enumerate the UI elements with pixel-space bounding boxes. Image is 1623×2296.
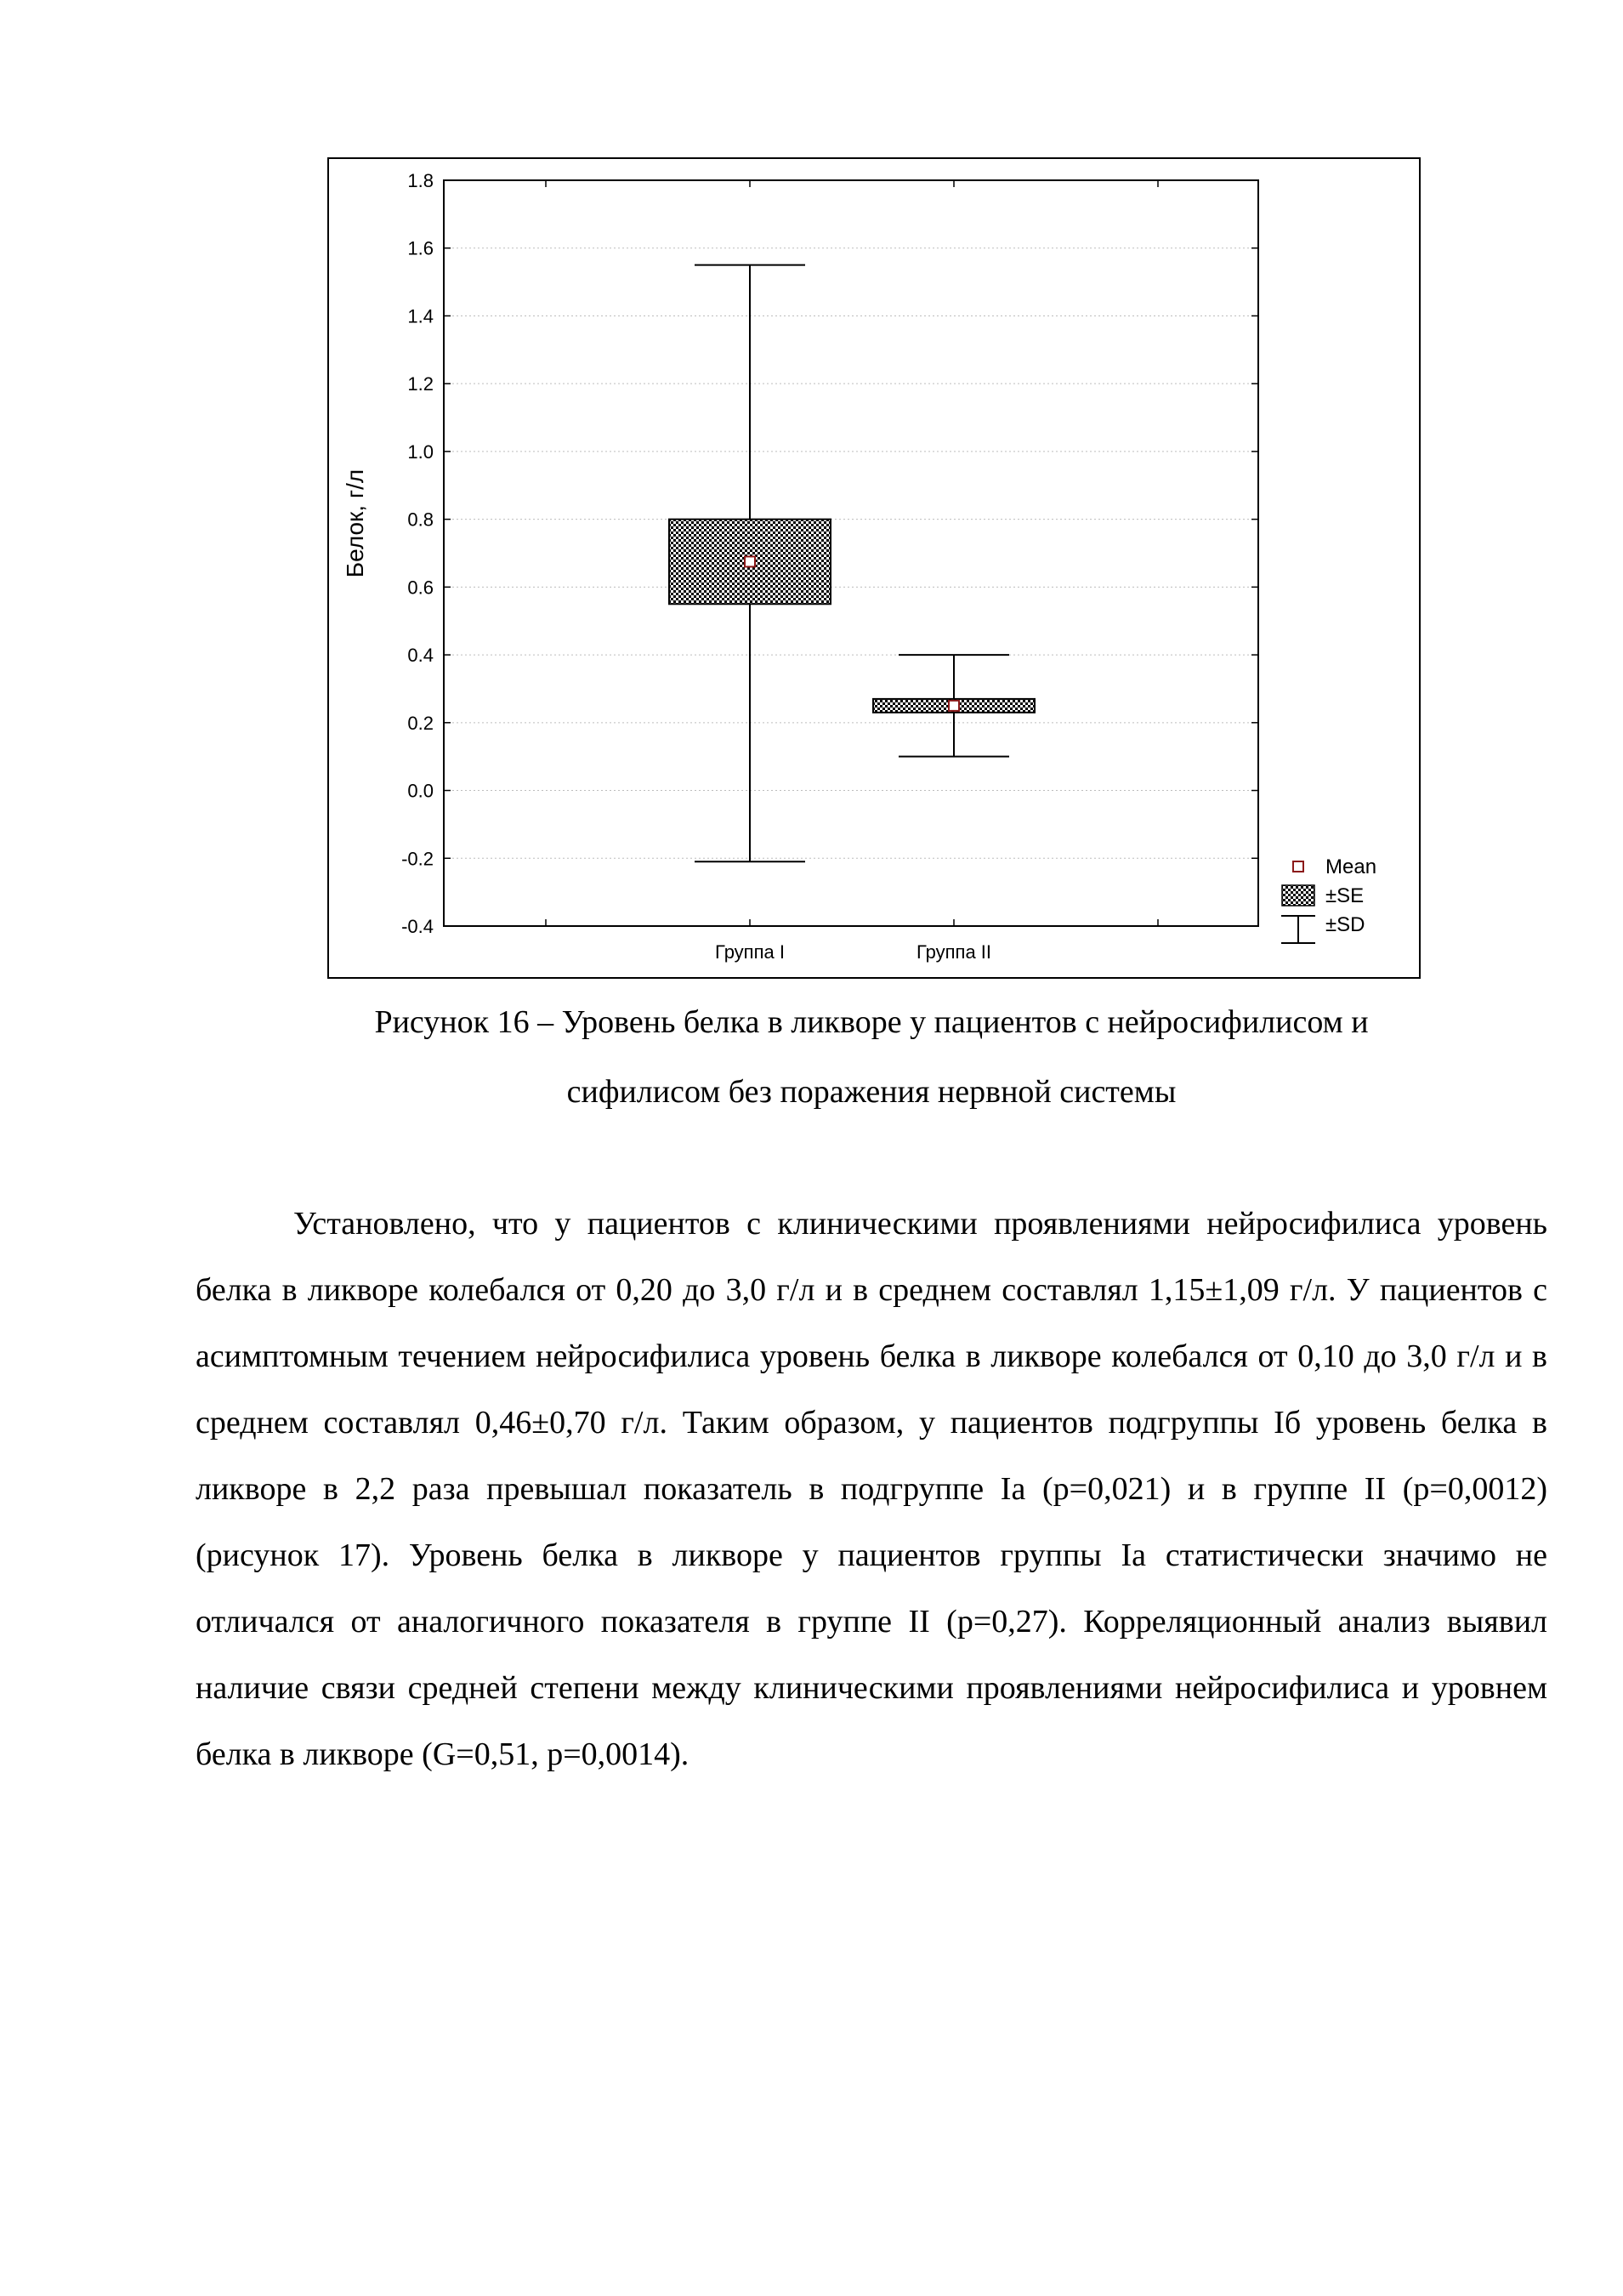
legend-se-swatch [1282, 885, 1314, 906]
chart-svg [329, 159, 1419, 977]
y-tick-label: 0.4 [407, 645, 434, 667]
legend-mean-marker [1293, 861, 1303, 872]
x-category-label: Группа I [715, 941, 785, 963]
y-tick-label: 0.2 [407, 712, 434, 734]
y-tick-label: 0.8 [407, 509, 434, 531]
x-category-label: Группа II [916, 941, 992, 963]
legend-label: ±SE [1325, 884, 1365, 907]
y-tick-label: 1.6 [407, 237, 434, 259]
plot-layer [342, 170, 1376, 963]
mean-marker [745, 556, 755, 566]
body-paragraph-text: Установлено, что у пациентов с клиническими проявлениями нейросифилиса уровень белка в ликворе колебался от 0,20 до 3,0 г/л и в среднем составлял 1,15±1,09 г/л. У пациентов с асимптомным течением нейросифилиса уровень белка в ликворе колебался от 0,10 до 3,0 г/л и в среднем составлял 0,46±0,70 г/л. Таким образом, у пациентов подгруппы Iб уровень белка в ликворе в 2,2 раза превышал показатель в подгруппе Iа (p=0,021) и в группе II (p=0,0012) (рисунок 17). Уровень белка в ликворе у пациентов группы Iа статистически значимо не отличался от аналогичного показателя в группе II (p=0,27). Корреляционный анализ выявил наличие связи средней степени между клиническими проявлениями нейросифилиса и уровнем белка в ликворе (G=0,51, p=0,0014). [196, 1206, 1547, 1772]
legend-label: Mean [1325, 855, 1377, 878]
legend-label: ±SD [1325, 913, 1365, 936]
y-tick-label: 0.0 [407, 780, 434, 802]
body-paragraph [196, 1191, 1547, 1787]
y-tick-label: -0.4 [401, 916, 434, 937]
y-tick-label: 1.0 [407, 440, 434, 463]
figure-caption-line-1: Рисунок 16 – Уровень белка в ликворе у пациентов с нейросифилисом и [374, 1004, 1369, 1040]
y-tick-label: 1.4 [407, 305, 434, 327]
y-tick-label: -0.2 [401, 848, 434, 870]
y-tick-label: 0.6 [407, 577, 434, 599]
mean-marker [949, 701, 959, 711]
chart-frame [327, 157, 1421, 979]
plot-area [444, 180, 1258, 926]
y-tick-label: 1.2 [407, 373, 434, 395]
figure-caption-line-2: сифилисом без поражения нервной системы [566, 1074, 1177, 1110]
y-axis-label: Белок, г/л [342, 469, 368, 578]
y-tick-label: 1.8 [407, 170, 434, 191]
